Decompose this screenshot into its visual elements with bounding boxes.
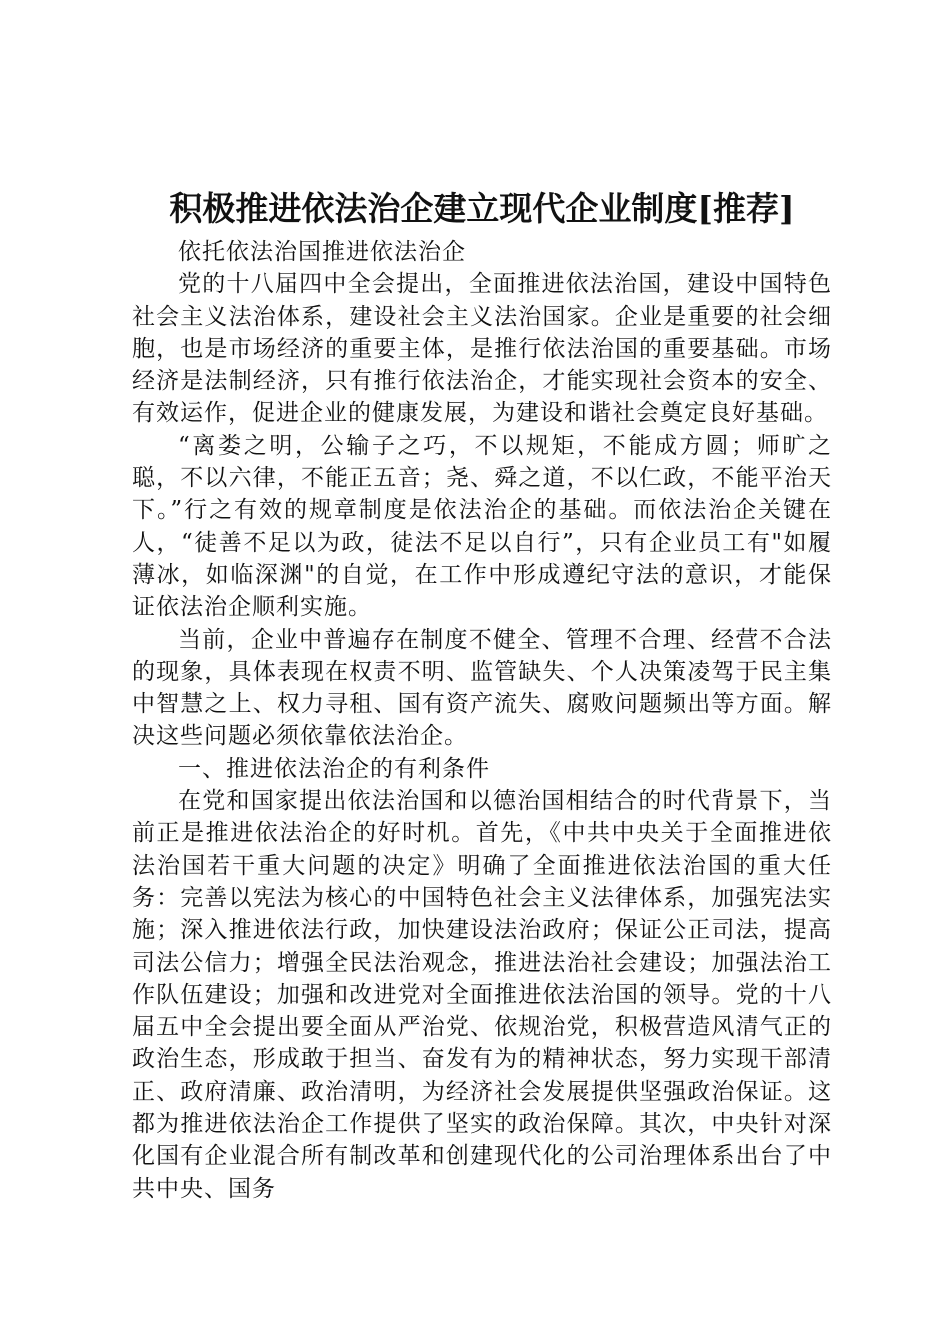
body-paragraph: “离娄之明，公输子之巧，不以规矩，不能成方圆；师旷之聪，不以六律，不能正五音；尧、舜之道，不以仁政，不能平治天下。”行之有效的规章制度是依法治企的基础。而依法治企关键在人，“徒善不足以为政，徒法不足以自行”，只有企业员工有"如履薄冰，如临深渊"的自觉，在工作中形成遵纪守法的意识，才能保证依法治企顺利实施。 [132,432,832,621]
document-page [132,186,832,1205]
body-paragraph: 党的十八届四中全会提出，全面推进依法治国，建设中国特色社会主义法治体系，建设社会主义法治国家。企业是重要的社会细胞，也是市场经济的重要主体，是推行依法治国的重要基础。市场经济是法制经济，只有推行依法治企，才能实现社会资本的安全、有效运作，促进企业的健康发展，为建设和谐社会奠定良好基础。 [132,271,832,427]
document-title: 积极推进依法治企建立现代企业制度[推荐] [169,189,795,228]
section-paragraph: 在党和国家提出依法治国和以德治国相结合的时代背景下，当前正是推进依法治企的好时机。首先，《中共中央关于全面推进依法治国若干重大问题的决定》明确了全面推进依法治国的重大任务：完善以宪法为核心的中国特色社会主义法律体系，加强宪法实施；深入推进依法行政，加快建设法治政府；保证公正司法，提高司法公信力；增强全民法治观念，推进法治社会建设；加强法治工作队伍建设；加强和改进党对全面推进依法治国的领导。党的十八届五中全会提出要全面从严治党、依规治党，积极营造风清气正的政治生态，形成敢于担当、奋发有为的精神状态，努力实现干部清正、政府清廉、政治清明，为经济社会发展提供坚强政治保证。这都为推进依法治企工作提供了坚实的政治保障。其次，中央针对深化国有企业混合所有制改革和创建现代化的公司治理体系出台了中共中央、国务 [132,788,832,1202]
document-subtitle: 依托依法治国推进依法治企 [178,239,466,265]
body-paragraph: 当前，企业中普遍存在制度不健全、管理不合理、经营不合法的现象，具体表现在权责不明、监管缺失、个人决策凌驾于民主集中智慧之上、权力寻租、国有资产流失、腐败问题频出等方面。解决这些问题必须依靠依法治企。 [132,626,832,750]
section-heading: 一、推进依法治企的有利条件 [178,755,490,782]
